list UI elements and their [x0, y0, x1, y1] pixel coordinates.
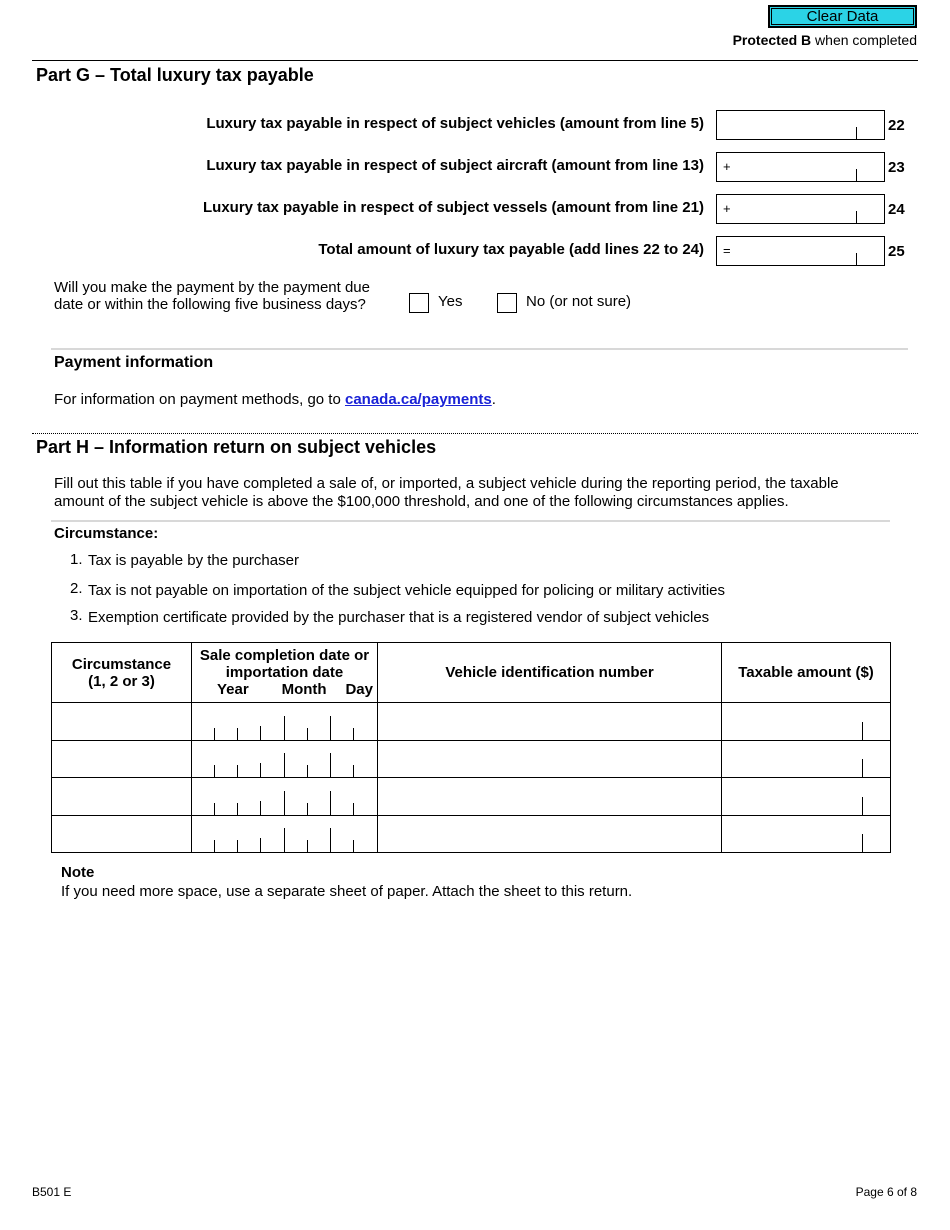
vin-cell[interactable]	[378, 815, 722, 853]
divider	[32, 433, 918, 434]
line-24-number: 24	[888, 201, 905, 218]
payment-info-text: For information on payment methods, go to canada.ca/payments.	[54, 391, 496, 408]
cents-separator-tick	[862, 797, 863, 815]
cents-separator-tick	[862, 759, 863, 777]
subject-vehicles-table	[51, 642, 891, 853]
date-comb-tick	[214, 840, 215, 852]
date-comb-tick	[307, 803, 308, 815]
date-comb-tick	[284, 753, 285, 777]
line-22-label: Luxury tax payable in respect of subject vehicles (amount from line 5)	[206, 115, 704, 132]
amount-cell[interactable]	[722, 740, 891, 778]
table-row	[52, 778, 891, 816]
line-25-input[interactable]: =	[716, 236, 885, 266]
circumstance-heading: Circumstance:	[54, 525, 159, 542]
part-g-title: Part G – Total luxury tax payable	[36, 65, 314, 85]
date-comb-tick	[237, 803, 238, 815]
date-cell[interactable]	[192, 703, 378, 741]
date-comb-tick	[330, 828, 331, 852]
date-comb-tick	[330, 716, 331, 740]
note-heading: Note	[61, 864, 95, 881]
date-comb-tick	[260, 838, 261, 852]
date-comb-tick	[260, 801, 261, 815]
vin-cell[interactable]	[378, 703, 722, 741]
part-h-intro: Fill out this table if you have completed a sale of, or imported, a subject vehicle during the reporting period, the taxable amount of the subject vehicle is above the $100,000 threshold, and one of the following circumstances applies.	[54, 475, 839, 510]
circumstance-2-text: Tax is not payable on importation of the subject vehicle equipped for policing or military activities	[88, 582, 726, 599]
line-22-number: 22	[888, 117, 905, 134]
circumstance-cell[interactable]	[52, 703, 192, 741]
date-comb-tick	[307, 728, 308, 740]
col-circumstance-header: Circumstance (1, 2 or 3)	[52, 643, 192, 703]
col-amount-header: Taxable amount ($)	[722, 643, 891, 703]
date-comb-tick	[353, 803, 354, 815]
yes-checkbox[interactable]	[409, 293, 429, 313]
date-comb-tick	[214, 765, 215, 777]
circumstance-1-number: 1.	[70, 551, 83, 568]
note-text: If you need more space, use a separate sheet of paper. Attach the sheet to this return.	[61, 883, 633, 900]
divider	[51, 348, 908, 350]
line-24-label: Luxury tax payable in respect of subject vessels (amount from line 21)	[203, 199, 704, 216]
part-h-title: Part H – Information return on subject vehicles	[36, 437, 437, 457]
cents-separator-tick	[862, 834, 863, 852]
yes-label: Yes	[438, 293, 463, 310]
table-row	[52, 815, 891, 853]
circumstance-cell[interactable]	[52, 815, 192, 853]
date-cell[interactable]	[192, 815, 378, 853]
circumstance-1-text: Tax is payable by the purchaser	[88, 552, 299, 569]
date-comb-tick	[307, 765, 308, 777]
table-row	[52, 703, 891, 741]
payments-link[interactable]: canada.ca/payments	[344, 391, 492, 408]
circumstance-3-number: 3.	[70, 607, 83, 624]
cents-separator-tick	[862, 722, 863, 740]
date-comb-tick	[353, 765, 354, 777]
date-comb-tick	[260, 763, 261, 777]
line-25-number: 25	[888, 243, 905, 260]
circumstance-cell[interactable]	[52, 778, 192, 816]
date-comb-tick	[214, 803, 215, 815]
date-comb-tick	[307, 840, 308, 852]
date-comb-tick	[260, 726, 261, 740]
date-comb-tick	[237, 728, 238, 740]
divider	[51, 520, 890, 522]
no-checkbox[interactable]	[497, 293, 517, 313]
date-comb-tick	[284, 716, 285, 740]
date-comb-tick	[330, 753, 331, 777]
vin-cell[interactable]	[378, 740, 722, 778]
amount-cell[interactable]	[722, 703, 891, 741]
line-25-label: Total amount of luxury tax payable (add lines 22 to 24)	[318, 241, 704, 258]
col-vin-header: Vehicle identification number	[378, 643, 722, 703]
date-comb-tick	[284, 828, 285, 852]
date-cell[interactable]	[192, 740, 378, 778]
line-23-number: 23	[888, 159, 905, 176]
circumstance-cell[interactable]	[52, 740, 192, 778]
date-comb-tick	[353, 840, 354, 852]
date-comb-tick	[237, 840, 238, 852]
date-comb-tick	[284, 791, 285, 815]
date-comb-tick	[214, 728, 215, 740]
payment-info-heading: Payment information	[54, 354, 214, 371]
col-date-header: Sale completion date or importation date Year Month Day	[192, 643, 378, 703]
line-23-label: Luxury tax payable in respect of subject aircraft (amount from line 13)	[206, 157, 704, 174]
amount-cell[interactable]	[722, 778, 891, 816]
date-comb-tick	[330, 791, 331, 815]
line-24-input[interactable]: +	[716, 194, 885, 224]
vin-cell[interactable]	[378, 778, 722, 816]
no-label: No (or not sure)	[526, 293, 632, 310]
circumstance-2-number: 2.	[70, 580, 83, 597]
form-id: B501 E	[32, 1185, 72, 1199]
line-23-input[interactable]: +	[716, 152, 885, 182]
date-comb-tick	[353, 728, 354, 740]
divider	[32, 60, 918, 61]
protected-b-label: Protected B when completed	[732, 32, 917, 48]
table-row	[52, 740, 891, 778]
date-comb-tick	[237, 765, 238, 777]
date-cell[interactable]	[192, 778, 378, 816]
payment-due-question: Will you make the payment by the payment due date or within the following five business days?	[54, 279, 370, 313]
circumstance-3-text: Exemption certificate provided by the purchaser that is a registered vendor of subject vehicles	[88, 609, 710, 626]
line-22-input[interactable]	[716, 110, 885, 140]
clear-data-button[interactable]: Clear Data	[768, 5, 917, 28]
amount-cell[interactable]	[722, 815, 891, 853]
page-number: Page 6 of 8	[855, 1185, 917, 1199]
